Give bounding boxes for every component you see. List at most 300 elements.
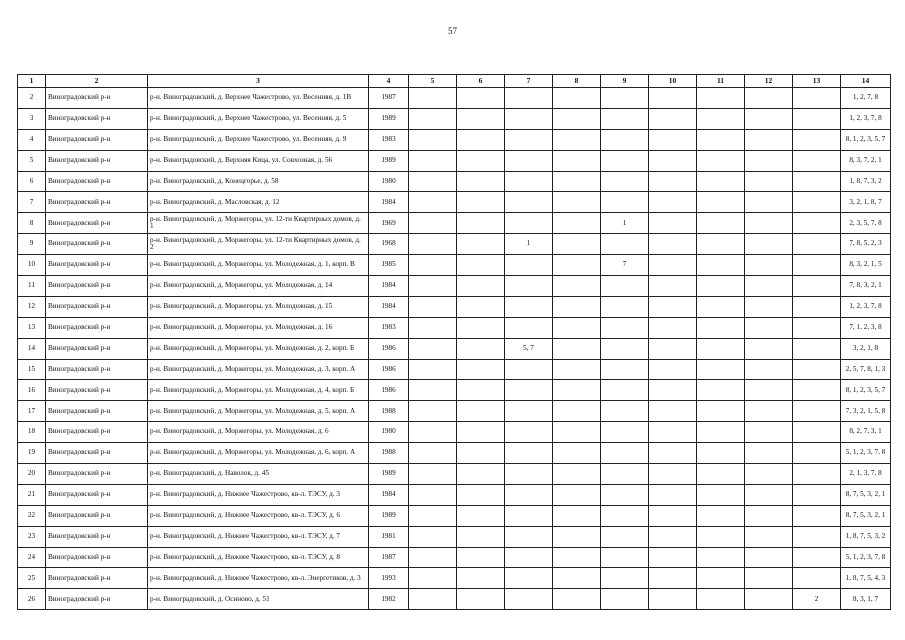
column-8-cell xyxy=(553,380,601,401)
column-8-cell xyxy=(553,401,601,422)
column-5-cell xyxy=(409,547,457,568)
column-8-cell xyxy=(553,568,601,589)
column-11-cell xyxy=(697,150,745,171)
row-number: 26 xyxy=(18,589,46,610)
column-5-cell xyxy=(409,589,457,610)
row-number: 24 xyxy=(18,547,46,568)
column-8-cell xyxy=(553,589,601,610)
column-14-cell: 7, 1, 2, 3, 8 xyxy=(841,317,891,338)
column-12-cell xyxy=(745,589,793,610)
row-number: 25 xyxy=(18,568,46,589)
column-header: 10 xyxy=(649,75,697,88)
column-8-cell xyxy=(553,108,601,129)
column-10-cell xyxy=(649,129,697,150)
column-14-cell: 8, 7, 5, 3, 2, 1 xyxy=(841,484,891,505)
district-cell: Виноградовский р-н xyxy=(46,443,148,464)
column-header: 14 xyxy=(841,75,891,88)
column-9-cell xyxy=(601,192,649,213)
address-cell: р-н. Виноградовский, д. Моржегоры, ул. Молодежная, д. 4, корп. Б xyxy=(148,380,369,401)
district-cell: Виноградовский р-н xyxy=(46,589,148,610)
column-12-cell xyxy=(745,276,793,297)
column-7-cell xyxy=(505,171,553,192)
column-7-cell xyxy=(505,422,553,443)
column-8-cell xyxy=(553,338,601,359)
column-11-cell xyxy=(697,296,745,317)
column-9-cell xyxy=(601,150,649,171)
district-cell: Виноградовский р-н xyxy=(46,317,148,338)
column-7-cell xyxy=(505,547,553,568)
column-13-cell: 2 xyxy=(793,589,841,610)
district-cell: Виноградовский р-н xyxy=(46,255,148,276)
row-number: 4 xyxy=(18,129,46,150)
year-cell: 1986 xyxy=(369,338,409,359)
column-8-cell xyxy=(553,88,601,109)
column-6-cell xyxy=(457,505,505,526)
column-header: 2 xyxy=(46,75,148,88)
column-9-cell xyxy=(601,526,649,547)
district-cell: Виноградовский р-н xyxy=(46,171,148,192)
column-header: 13 xyxy=(793,75,841,88)
column-6-cell xyxy=(457,484,505,505)
district-cell: Виноградовский р-н xyxy=(46,150,148,171)
address-cell: р-н. Виноградовский, д. Верхнее Чажестрово, ул. Весенняя, д. 5 xyxy=(148,108,369,129)
column-9-cell xyxy=(601,484,649,505)
column-14-cell: 2, 5, 7, 8, 1, 3 xyxy=(841,359,891,380)
column-14-cell: 1, 2, 7, 8 xyxy=(841,88,891,109)
address-cell: р-н. Виноградовский, д. Моржегоры, ул. Молодежная, д. 6 xyxy=(148,422,369,443)
address-cell: р-н. Виноградовский, д. Моржегоры, ул. Молодежная, д. 3, корп. А xyxy=(148,359,369,380)
column-10-cell xyxy=(649,547,697,568)
table-row xyxy=(18,422,891,443)
column-13-cell xyxy=(793,422,841,443)
column-9-cell: 7 xyxy=(601,255,649,276)
column-10-cell xyxy=(649,150,697,171)
column-13-cell xyxy=(793,547,841,568)
column-10-cell xyxy=(649,484,697,505)
column-8-cell xyxy=(553,296,601,317)
table-row xyxy=(18,129,891,150)
column-13-cell xyxy=(793,234,841,255)
column-14-cell: 2, 3, 5, 7, 8 xyxy=(841,213,891,234)
column-10-cell xyxy=(649,505,697,526)
row-number: 20 xyxy=(18,464,46,485)
column-6-cell xyxy=(457,380,505,401)
address-cell: р-н. Виноградовский, д. Конецгорье, д. 58 xyxy=(148,171,369,192)
year-cell: 1983 xyxy=(369,317,409,338)
column-11-cell xyxy=(697,464,745,485)
column-14-cell: 5, 1, 2, 3, 7, 8 xyxy=(841,443,891,464)
page-number: 57 xyxy=(448,26,457,36)
address-cell: р-н. Виноградовский, д. Масловская, д. 12 xyxy=(148,192,369,213)
column-11-cell xyxy=(697,129,745,150)
column-6-cell xyxy=(457,317,505,338)
column-7-cell xyxy=(505,401,553,422)
district-cell: Виноградовский р-н xyxy=(46,505,148,526)
column-8-cell xyxy=(553,422,601,443)
column-12-cell xyxy=(745,505,793,526)
row-number: 14 xyxy=(18,338,46,359)
address-cell: р-н. Виноградовский, д. Нижнее Чажестрово, кв-л. Энергетиков, д. 3 xyxy=(148,568,369,589)
year-cell: 1981 xyxy=(369,526,409,547)
column-5-cell xyxy=(409,129,457,150)
column-11-cell xyxy=(697,234,745,255)
column-10-cell xyxy=(649,568,697,589)
column-8-cell xyxy=(553,213,601,234)
row-number: 16 xyxy=(18,380,46,401)
column-5-cell xyxy=(409,568,457,589)
table-row xyxy=(18,380,891,401)
year-cell: 1969 xyxy=(369,213,409,234)
column-14-cell: 8, 1, 2, 3, 5, 7 xyxy=(841,380,891,401)
year-cell: 1989 xyxy=(369,464,409,485)
column-header: 8 xyxy=(553,75,601,88)
column-13-cell xyxy=(793,464,841,485)
column-13-cell xyxy=(793,338,841,359)
district-cell: Виноградовский р-н xyxy=(46,422,148,443)
row-number: 2 xyxy=(18,88,46,109)
column-5-cell xyxy=(409,192,457,213)
column-5-cell xyxy=(409,213,457,234)
column-8-cell xyxy=(553,317,601,338)
column-11-cell xyxy=(697,338,745,359)
column-9-cell xyxy=(601,422,649,443)
column-5-cell xyxy=(409,150,457,171)
column-9-cell xyxy=(601,589,649,610)
row-number: 15 xyxy=(18,359,46,380)
column-11-cell xyxy=(697,484,745,505)
year-cell: 1987 xyxy=(369,88,409,109)
row-number: 7 xyxy=(18,192,46,213)
column-7-cell: 1 xyxy=(505,234,553,255)
column-10-cell xyxy=(649,171,697,192)
row-number: 13 xyxy=(18,317,46,338)
year-cell: 1993 xyxy=(369,568,409,589)
column-6-cell xyxy=(457,108,505,129)
column-9-cell xyxy=(601,338,649,359)
column-13-cell xyxy=(793,484,841,505)
year-cell: 1984 xyxy=(369,484,409,505)
table-row xyxy=(18,484,891,505)
column-14-cell: 1, 8, 7, 5, 4, 3 xyxy=(841,568,891,589)
year-cell: 1986 xyxy=(369,359,409,380)
column-9-cell xyxy=(601,276,649,297)
column-13-cell xyxy=(793,255,841,276)
column-10-cell xyxy=(649,296,697,317)
address-cell: р-н. Виноградовский, д. Верхнее Чажестрово, ул. Весенняя, д. 9 xyxy=(148,129,369,150)
address-cell: р-н. Виноградовский, д. Наволок, д. 45 xyxy=(148,464,369,485)
column-12-cell xyxy=(745,171,793,192)
column-7-cell xyxy=(505,589,553,610)
column-7-cell xyxy=(505,526,553,547)
column-8-cell xyxy=(553,171,601,192)
row-number: 19 xyxy=(18,443,46,464)
district-cell: Виноградовский р-н xyxy=(46,547,148,568)
column-14-cell: 8, 3, 2, 1, 5 xyxy=(841,255,891,276)
column-14-cell: 8, 3, 1, 7 xyxy=(841,589,891,610)
table-row xyxy=(18,317,891,338)
column-6-cell xyxy=(457,296,505,317)
address-cell: р-н. Виноградовский, д. Верхняя Кица, ул. Совхозная, д. 56 xyxy=(148,150,369,171)
column-9-cell xyxy=(601,464,649,485)
column-14-cell: 3, 2, 1, 8, 7 xyxy=(841,192,891,213)
year-cell: 1984 xyxy=(369,296,409,317)
column-12-cell xyxy=(745,88,793,109)
column-header: 5 xyxy=(409,75,457,88)
year-cell: 1980 xyxy=(369,171,409,192)
column-12-cell xyxy=(745,422,793,443)
year-cell: 1986 xyxy=(369,380,409,401)
column-12-cell xyxy=(745,129,793,150)
address-cell: р-н. Виноградовский, д. Нижнее Чажестрово, кв-л. ТЭСУ, д. 8 xyxy=(148,547,369,568)
column-11-cell xyxy=(697,108,745,129)
address-cell: р-н. Виноградовский, д. Моржегоры, ул. Молодежная, д. 6, корп. А xyxy=(148,443,369,464)
column-header: 1 xyxy=(18,75,46,88)
column-5-cell xyxy=(409,380,457,401)
district-cell: Виноградовский р-н xyxy=(46,296,148,317)
column-6-cell xyxy=(457,401,505,422)
column-9-cell xyxy=(601,568,649,589)
column-5-cell xyxy=(409,422,457,443)
column-7-cell xyxy=(505,276,553,297)
column-12-cell xyxy=(745,192,793,213)
housing-registry-table xyxy=(17,74,891,610)
column-10-cell xyxy=(649,589,697,610)
column-8-cell xyxy=(553,192,601,213)
column-12-cell xyxy=(745,380,793,401)
column-5-cell xyxy=(409,464,457,485)
column-12-cell xyxy=(745,443,793,464)
column-10-cell xyxy=(649,338,697,359)
column-8-cell xyxy=(553,276,601,297)
column-14-cell: 1, 2, 3, 7, 8 xyxy=(841,108,891,129)
row-number: 11 xyxy=(18,276,46,297)
table-row xyxy=(18,526,891,547)
column-6-cell xyxy=(457,464,505,485)
district-cell: Виноградовский р-н xyxy=(46,484,148,505)
address-cell: р-н. Виноградовский, д. Нижнее Чажестрово, кв-л. ТЭСУ, д. 3 xyxy=(148,484,369,505)
column-9-cell xyxy=(601,547,649,568)
column-14-cell: 8, 1, 2, 3, 5, 7 xyxy=(841,129,891,150)
address-cell: р-н. Виноградовский, д. Моржегоры, ул. Молодежная, д. 1, корп. В xyxy=(148,255,369,276)
district-cell: Виноградовский р-н xyxy=(46,401,148,422)
row-number: 10 xyxy=(18,255,46,276)
column-7-cell xyxy=(505,296,553,317)
column-14-cell: 5, 1, 2, 3, 7, 8 xyxy=(841,547,891,568)
column-10-cell xyxy=(649,359,697,380)
table-row xyxy=(18,338,891,359)
column-13-cell xyxy=(793,401,841,422)
column-12-cell xyxy=(745,296,793,317)
district-cell: Виноградовский р-н xyxy=(46,213,148,234)
year-cell: 1988 xyxy=(369,401,409,422)
column-13-cell xyxy=(793,296,841,317)
table-row xyxy=(18,359,891,380)
column-12-cell xyxy=(745,213,793,234)
column-5-cell xyxy=(409,359,457,380)
column-7-cell xyxy=(505,255,553,276)
column-6-cell xyxy=(457,526,505,547)
column-12-cell xyxy=(745,108,793,129)
column-13-cell xyxy=(793,150,841,171)
column-6-cell xyxy=(457,234,505,255)
year-cell: 1989 xyxy=(369,150,409,171)
column-9-cell xyxy=(601,88,649,109)
column-11-cell xyxy=(697,589,745,610)
column-10-cell xyxy=(649,255,697,276)
column-8-cell xyxy=(553,464,601,485)
column-10-cell xyxy=(649,422,697,443)
column-8-cell xyxy=(553,484,601,505)
column-10-cell xyxy=(649,192,697,213)
column-9-cell xyxy=(601,296,649,317)
district-cell: Виноградовский р-н xyxy=(46,276,148,297)
row-number: 8 xyxy=(18,213,46,234)
column-11-cell xyxy=(697,317,745,338)
column-6-cell xyxy=(457,255,505,276)
column-5-cell xyxy=(409,443,457,464)
column-11-cell xyxy=(697,547,745,568)
district-cell: Виноградовский р-н xyxy=(46,526,148,547)
table-row xyxy=(18,296,891,317)
table-row xyxy=(18,505,891,526)
column-9-cell xyxy=(601,505,649,526)
row-number: 21 xyxy=(18,484,46,505)
column-10-cell xyxy=(649,443,697,464)
table-row xyxy=(18,276,891,297)
column-5-cell xyxy=(409,484,457,505)
table-row xyxy=(18,88,891,109)
address-cell: р-н. Виноградовский, д. Нижнее Чажестрово, кв-л. ТЭСУ, д. 7 xyxy=(148,526,369,547)
address-cell: р-н. Виноградовский, д. Моржегоры, ул. Молодежная, д. 16 xyxy=(148,317,369,338)
row-number: 18 xyxy=(18,422,46,443)
column-12-cell xyxy=(745,484,793,505)
column-5-cell xyxy=(409,108,457,129)
column-14-cell: 8, 3, 7, 2, 1 xyxy=(841,150,891,171)
column-14-cell: 1, 2, 3, 7, 8 xyxy=(841,296,891,317)
column-7-cell xyxy=(505,108,553,129)
address-cell: р-н. Виноградовский, д. Моржегоры, ул. 12-ти Квартирных домов, д. 2 xyxy=(148,234,369,255)
column-8-cell xyxy=(553,443,601,464)
year-cell: 1984 xyxy=(369,192,409,213)
column-6-cell xyxy=(457,338,505,359)
column-8-cell xyxy=(553,150,601,171)
address-cell: р-н. Виноградовский, д. Моржегоры, ул. Молодежная, д. 5, корп. А xyxy=(148,401,369,422)
column-5-cell xyxy=(409,526,457,547)
table-row xyxy=(18,255,891,276)
column-6-cell xyxy=(457,276,505,297)
column-header: 7 xyxy=(505,75,553,88)
address-cell: р-н. Виноградовский, д. Осиново, д. 51 xyxy=(148,589,369,610)
year-cell: 1984 xyxy=(369,276,409,297)
column-12-cell xyxy=(745,401,793,422)
column-11-cell xyxy=(697,422,745,443)
column-13-cell xyxy=(793,171,841,192)
district-cell: Виноградовский р-н xyxy=(46,464,148,485)
column-6-cell xyxy=(457,443,505,464)
column-6-cell xyxy=(457,213,505,234)
column-13-cell xyxy=(793,317,841,338)
column-7-cell xyxy=(505,150,553,171)
column-header: 12 xyxy=(745,75,793,88)
column-11-cell xyxy=(697,443,745,464)
table-body xyxy=(18,88,891,610)
row-number: 3 xyxy=(18,108,46,129)
column-5-cell xyxy=(409,505,457,526)
column-11-cell xyxy=(697,88,745,109)
year-cell: 1985 xyxy=(369,255,409,276)
column-11-cell xyxy=(697,359,745,380)
column-5-cell xyxy=(409,296,457,317)
column-10-cell xyxy=(649,317,697,338)
column-14-cell: 1, 8, 7, 5, 3, 2 xyxy=(841,526,891,547)
column-6-cell xyxy=(457,129,505,150)
district-cell: Виноградовский р-н xyxy=(46,88,148,109)
column-14-cell: 7, 8, 5, 2, 3 xyxy=(841,234,891,255)
table-row xyxy=(18,547,891,568)
row-number: 23 xyxy=(18,526,46,547)
column-7-cell xyxy=(505,443,553,464)
column-12-cell xyxy=(745,547,793,568)
column-12-cell xyxy=(745,568,793,589)
column-14-cell: 3, 2, 1, 8 xyxy=(841,338,891,359)
column-9-cell xyxy=(601,171,649,192)
column-10-cell xyxy=(649,526,697,547)
column-7-cell: 5, 7 xyxy=(505,338,553,359)
column-13-cell xyxy=(793,380,841,401)
year-cell: 1968 xyxy=(369,234,409,255)
year-cell: 1982 xyxy=(369,589,409,610)
column-9-cell xyxy=(601,129,649,150)
column-12-cell xyxy=(745,255,793,276)
column-14-cell: 2, 1, 3, 7, 8 xyxy=(841,464,891,485)
table-row xyxy=(18,171,891,192)
row-number: 6 xyxy=(18,171,46,192)
column-11-cell xyxy=(697,192,745,213)
column-10-cell xyxy=(649,464,697,485)
column-13-cell xyxy=(793,88,841,109)
column-6-cell xyxy=(457,171,505,192)
column-13-cell xyxy=(793,568,841,589)
column-5-cell xyxy=(409,234,457,255)
column-5-cell xyxy=(409,276,457,297)
column-11-cell xyxy=(697,568,745,589)
column-7-cell xyxy=(505,192,553,213)
column-14-cell: 8, 2, 7, 3, 1 xyxy=(841,422,891,443)
table-row xyxy=(18,443,891,464)
column-11-cell xyxy=(697,380,745,401)
address-cell: р-н. Виноградовский, д. Верхнее Чажестрово, ул. Весенняя, д. 1В xyxy=(148,88,369,109)
column-6-cell xyxy=(457,192,505,213)
district-cell: Виноградовский р-н xyxy=(46,359,148,380)
column-9-cell xyxy=(601,108,649,129)
column-14-cell: 1, 8, 7, 3, 2 xyxy=(841,171,891,192)
table-row xyxy=(18,192,891,213)
column-10-cell xyxy=(649,380,697,401)
district-cell: Виноградовский р-н xyxy=(46,234,148,255)
column-7-cell xyxy=(505,317,553,338)
column-header: 6 xyxy=(457,75,505,88)
column-13-cell xyxy=(793,359,841,380)
row-number: 9 xyxy=(18,234,46,255)
column-10-cell xyxy=(649,276,697,297)
column-9-cell xyxy=(601,401,649,422)
column-6-cell xyxy=(457,150,505,171)
address-cell: р-н. Виноградовский, д. Моржегоры, ул. Молодежная, д. 15 xyxy=(148,296,369,317)
table-row xyxy=(18,589,891,610)
column-5-cell xyxy=(409,338,457,359)
column-12-cell xyxy=(745,526,793,547)
column-8-cell xyxy=(553,255,601,276)
